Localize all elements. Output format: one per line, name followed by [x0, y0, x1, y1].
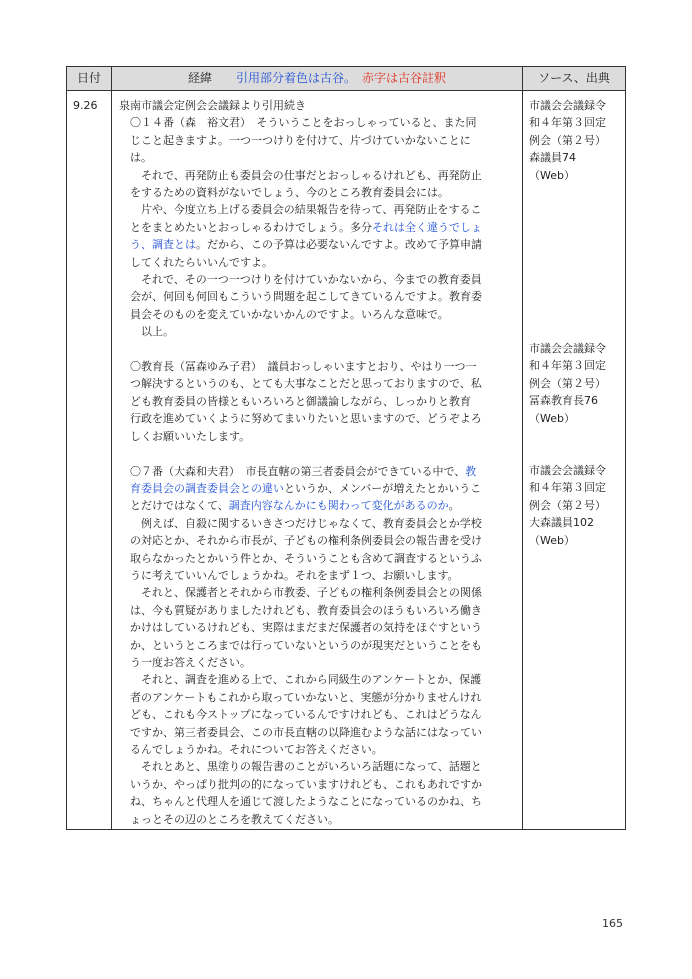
line-text: ども教育委員の皆様ともいろいろと御議論しながら、しっかりと教育: [119, 394, 471, 408]
line-text: 泉南市議会定例会会議録より引用続き: [119, 99, 306, 112]
line-text: それで、再発防止も委員会の仕事だとおっしゃるけれども、再発防止: [119, 168, 482, 182]
content-line: [119, 758, 517, 775]
content-line: [119, 167, 517, 184]
page-number: 165: [602, 917, 623, 930]
line-text: の対応とか、それから市長が、子どもの権利条例委員会の報告書を受け: [119, 534, 482, 548]
line-text: つ解決するというのも、とても大事なことだと思っておりますので、私: [119, 377, 482, 391]
quoted-text: う、調査とは: [119, 238, 196, 252]
quoted-text: 育委員会の調査委員会との違い: [119, 481, 284, 495]
row-date: 9.26: [73, 99, 98, 112]
header-source: ソース、出典: [538, 71, 610, 85]
line-text: は、今も質疑がありましたけれども、教育委員会のほうもいろいろ働き: [119, 603, 482, 617]
quoted-text: それは全く違うでしょ: [372, 220, 482, 234]
line-text: うに考えていいんでしょうかね。それをまず１つ、お願いします。: [119, 568, 459, 582]
content-line: [119, 201, 517, 218]
line-text: をするための資料がないでしょう、今のところ教育委員会には。: [119, 186, 449, 200]
content-line: [119, 515, 517, 532]
line-text: それと、調査を進める上で、これから同級生のアンケートとか、保護: [119, 673, 482, 687]
line-text: 。だから、この予算は必要ないんですよ。改めて予算申請: [196, 238, 482, 252]
content-line: [119, 480, 517, 497]
line-text: とをまとめたいとおっしゃるわけでしょう。多分: [119, 220, 372, 234]
line-text: いうか、やっぱり批判の的になっていますけれども、これもあれですか: [119, 777, 482, 791]
content-line: [119, 532, 517, 549]
line-text: しくお願いいたします。: [119, 429, 251, 443]
header-note-blue: 引用部分着色は古谷。: [235, 71, 350, 85]
content-line: [119, 584, 517, 601]
line-text: るんでしょうかね。それについてお答えください。: [119, 743, 383, 756]
content-line: [119, 654, 517, 671]
table-header: [67, 67, 625, 91]
header-date: 日付: [76, 71, 101, 85]
source-line: 例会（第２号）: [529, 376, 606, 390]
content-line: [119, 236, 517, 253]
content-line: [119, 149, 517, 166]
source-line: 市議会会議録令: [529, 464, 606, 477]
source-line: 和４年第３回定: [529, 481, 606, 495]
line-text: 会が、何回も何回もこういう問題を起こしてきているんですよ。教育委: [119, 290, 482, 304]
line-text: 〇７番（大森和夫君） 市長直轄の第三者委員会ができている中で、: [119, 464, 466, 478]
header-main: [112, 67, 522, 90]
line-text: ょっとその辺のところを教えてください。: [119, 812, 339, 826]
content-line: [119, 463, 517, 480]
content-line: [119, 132, 517, 149]
line-text: してくれたらいいんですよ。: [119, 255, 273, 269]
line-text: かけはしているけれども、実際はまだまだ保護者の気持をほぐすという: [119, 621, 482, 635]
line-text: ね、ちゃんと代理人を通じて渡したようなことになっているのかね、ち: [119, 795, 482, 809]
column-divider: [522, 67, 523, 829]
source-line: 森議員74: [529, 151, 576, 165]
content-line: [119, 602, 517, 619]
content-line: [119, 306, 517, 323]
content-line: [119, 358, 517, 375]
record-table: [66, 66, 626, 830]
content-line: [119, 254, 517, 271]
source-block: [529, 340, 623, 427]
line-text: は。: [119, 151, 152, 165]
source-line: 市議会会議録令: [529, 99, 606, 112]
header-main-label: 経緯: [187, 71, 212, 85]
source-line: 大森議員102: [529, 516, 594, 530]
line-text: 〇１４番（森 裕文君） そういうことをおっしゃっていると、また同: [119, 116, 477, 130]
line-text: 取らなかったとかいう件とか、そういうことも含めて調査するというふ: [119, 551, 482, 565]
content-line: [119, 550, 517, 567]
line-text: う一度お答えください。: [119, 655, 251, 669]
source-line: 和４年第３回定: [529, 359, 606, 373]
source-block: [529, 462, 623, 549]
line-text: 行政を進めていくように努めてまいりたいと思いますので、どうぞよろ: [119, 412, 482, 426]
line-text: それで、その一つ一つけりを付けていかないから、今までの教育委員: [119, 273, 482, 287]
paragraph-gap: [119, 341, 517, 358]
content-line: [119, 97, 517, 114]
quoted-text: 教: [465, 464, 477, 478]
content-line: [119, 619, 517, 636]
column-divider: [111, 67, 112, 829]
content-line: [119, 219, 517, 236]
content-line: [119, 776, 517, 793]
line-text: 〇教育長（冨森ゆみ子君） 議員おっしゃいますとおり、やはり一つ一: [119, 360, 477, 374]
source-block: [529, 97, 623, 184]
record-content: [119, 97, 517, 828]
source-line: （Web）: [529, 411, 575, 425]
content-line: [119, 375, 517, 392]
content-line: [119, 724, 517, 741]
line-text: 片や、今度立ち上げる委員会の結果報告を待って、再発防止をするこ: [119, 203, 482, 217]
line-text: じこと起きますよ。一つ一つけりを付けて、片づけていかないことに: [119, 133, 471, 147]
line-text: 者のアンケートもこれから取っていかないと、実態が分かりませんけれ: [119, 690, 482, 704]
content-line: [119, 706, 517, 723]
content-line: [119, 271, 517, 288]
content-line: [119, 428, 517, 445]
line-text: 以上。: [119, 325, 174, 339]
source-line: 例会（第２号）: [529, 133, 606, 147]
content-line: [119, 811, 517, 828]
content-line: [119, 393, 517, 410]
line-text: ども、これも今ストップになっているんですけれども、これはどうなん: [119, 708, 482, 722]
source-line: 冨森教育長76: [529, 394, 598, 408]
line-text: というか、メンバーが増えたとかいうこ: [284, 481, 482, 495]
line-text: それとあと、黒塗りの報告書のことがいろいろ話題になって、話題と: [119, 760, 482, 774]
content-line: [119, 184, 517, 201]
content-line: [119, 323, 517, 340]
line-text: 例えば、自殺に関するいきさつだけじゃなくて、教育委員会とか学校: [119, 516, 482, 530]
source-line: 例会（第２号）: [529, 498, 606, 512]
header-note-red: 赤字は古谷註釈: [362, 71, 447, 85]
content-line: [119, 671, 517, 688]
content-line: [119, 114, 517, 131]
content-line: [119, 567, 517, 584]
source-line: （Web）: [529, 533, 575, 547]
source-line: （Web）: [529, 168, 575, 182]
line-text: ですか、第三者委員会、この市長直轄の以降進むような話にはなってい: [119, 725, 482, 739]
paragraph-gap: [119, 445, 517, 462]
line-text: 。: [448, 499, 460, 513]
content-line: [119, 410, 517, 427]
content-line: [119, 741, 517, 758]
line-text: か、というところまでは行っていないというのが現実だということをも: [119, 638, 482, 652]
content-line: [119, 793, 517, 810]
line-text: それと、保護者とそれから市教委、子どもの権利条例委員会との関係: [119, 586, 482, 600]
line-text: 員会そのものを変えていかないかんのですよ。いろんな意味で。: [119, 307, 449, 321]
content-line: [119, 497, 517, 514]
content-line: [119, 288, 517, 305]
line-text: とだけではなくて、: [119, 499, 229, 513]
content-line: [119, 689, 517, 706]
content-line: [119, 637, 517, 654]
source-line: 市議会会議録令: [529, 342, 606, 355]
quoted-text: 調査内容なんかにも関わって変化があるのか: [228, 499, 449, 513]
source-line: 和４年第３回定: [529, 116, 606, 130]
